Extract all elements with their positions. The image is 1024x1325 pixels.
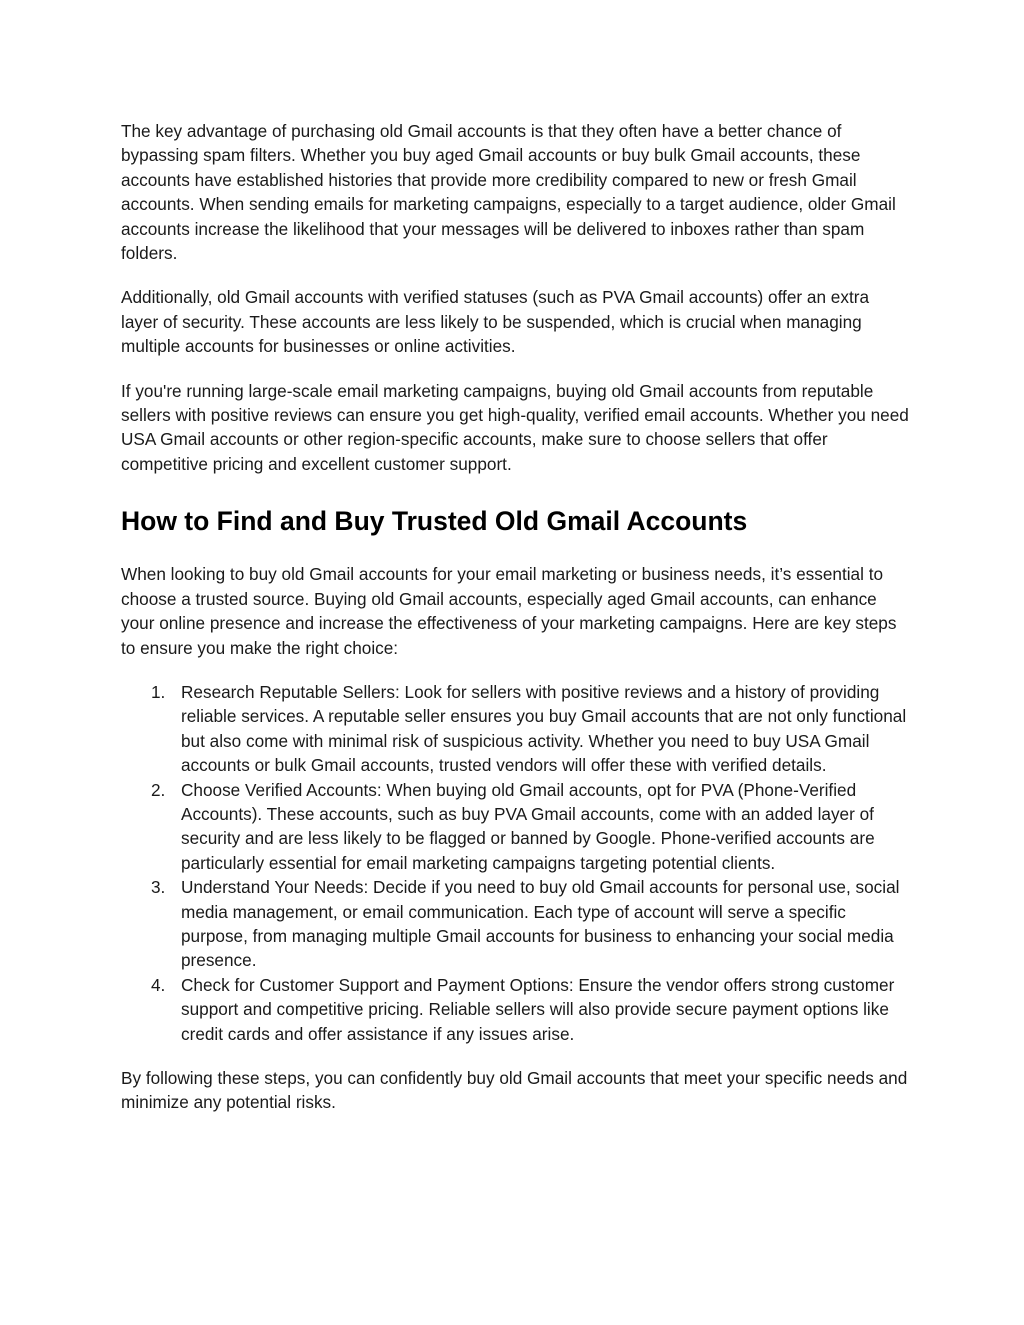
- closing-paragraph: By following these steps, you can confidently buy old Gmail accounts that meet your specific needs and minimize any potential risks.: [121, 1068, 908, 1113]
- list-item-number: 4.: [151, 974, 166, 995]
- list-item: [121, 973, 911, 1046]
- list-item-text: Choose Verified Accounts: When buying old Gmail accounts, opt for PVA (Phone-Verified Accounts). These accounts, such as buy PVA Gmail accounts, come with an added layer of security and are less likely to be flagged or banned by Google. Phone-verified accounts are particularly essential for email marketing campaigns targeting potential clients.: [181, 779, 875, 873]
- list-item: [121, 875, 911, 973]
- list-item-number: 2.: [151, 779, 166, 800]
- steps-list: [121, 680, 911, 1046]
- list-item-text: Check for Customer Support and Payment Options: Ensure the vendor offers strong customer support and competitive pricing. Reliable sellers will also provide secure payment options like credit cards and offer assistance if any issues arise.: [181, 974, 895, 1044]
- list-item-text: Understand Your Needs: Decide if you need to buy old Gmail accounts for personal use, social media management, or email communication. Each type of account will serve a specific purpose, from managing multiple Gmail accounts for business to enhancing your social media presence.: [181, 877, 900, 971]
- section-lead-paragraph: When looking to buy old Gmail accounts for your email marketing or business needs, it’s essential to choose a trusted source. Buying old Gmail accounts, especially aged Gmail accounts, can enhance your online presence and increase the effectiveness of your marketing campaigns. Here are key steps to ensure you make the right choice:: [121, 564, 897, 658]
- list-item: [121, 778, 911, 876]
- list-item-number: 1.: [151, 681, 166, 702]
- list-item-number: 3.: [151, 877, 166, 898]
- list-item-text: Research Reputable Sellers: Look for sellers with positive reviews and a history of providing reliable services. A reputable seller ensures you buy Gmail accounts that are not only functional but also come with minimal risk of suspicious activity. Whether you need to buy USA Gmail accounts or bulk Gmail accounts, trusted vendors will offer these with verified details.: [181, 681, 907, 776]
- intro-paragraph-3: If you're running large-scale email marketing campaigns, buying old Gmail accounts from reputable sellers with positive reviews can ensure you get high-quality, verified email accounts. Whether you need USA Gmail accounts or other region-specific accounts, make sure to choose sellers that offer competitive pricing and excellent customer support.: [121, 380, 909, 474]
- section-heading: How to Find and Buy Trusted Old Gmail Accounts: [121, 506, 748, 537]
- document-page: [121, 119, 911, 1135]
- list-item: [121, 680, 911, 778]
- intro-paragraph-2: Additionally, old Gmail accounts with verified statuses (such as PVA Gmail accounts) offer an extra layer of security. These accounts are less likely to be suspended, which is crucial when managing multiple accounts for businesses or online activities.: [121, 287, 869, 357]
- intro-paragraph-1: The key advantage of purchasing old Gmail accounts is that they often have a better chance of bypassing spam filters. Whether you buy aged Gmail accounts or buy bulk Gmail accounts, these accounts have established histories that provide more credibility compared to new or fresh Gmail accounts. When sending emails for marketing campaigns, especially to a target audience, older Gmail accounts increase the likelihood that your messages will be delivered to inboxes rather than spam folders.: [121, 121, 896, 264]
